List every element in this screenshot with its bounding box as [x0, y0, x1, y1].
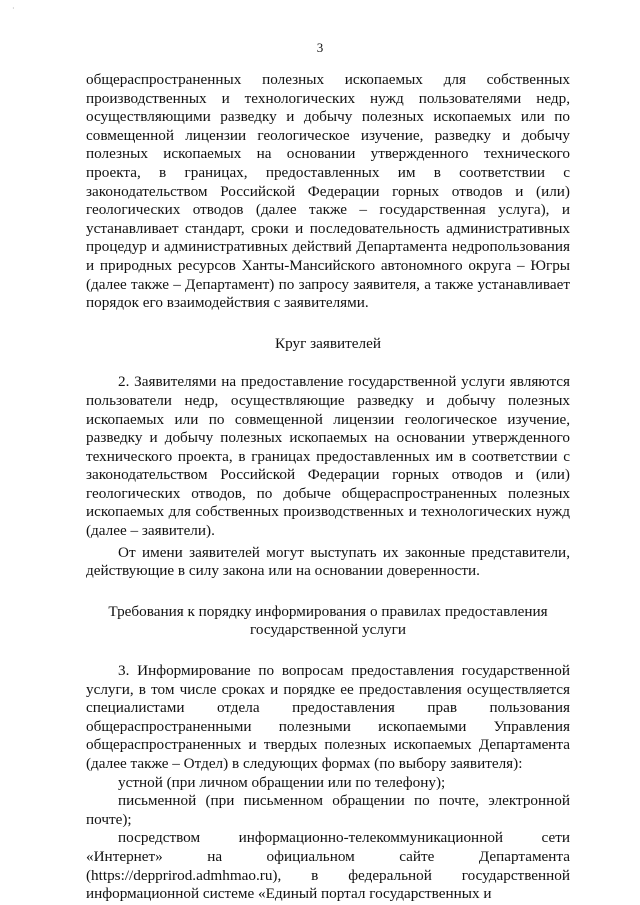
paragraph-3-oral: устной (при личном обращении или по телефону);	[118, 773, 446, 791]
heading-requirements	[86, 603, 570, 640]
page-number: 3	[316, 40, 324, 55]
paragraph-3-written: письменной (при письменном обращении по почте, электронной почте);	[86, 792, 570, 828]
paragraph-intro: общераспространенных полезных ископаемых для собственных производственных и технологических нужд пользователями недр, осуществляющими разведку и добычу полезных ископаемых или по совмещенной лицензии геологическое изучение, разведку и добычу полезных ископаемых на основании утвержденного технического проекта, в границах, предоставленных им в соответствии с законодательством Российской Федерации горных отводов и (или) геологических отводов (далее также – государственная услуга), и устанавливает стандарт, сроки и последовательность административных процедур и административных действий Департамента недропользования и природных ресурсов Ханты-Мансийского автономного округа – Югры (далее также – Департамент) по запросу заявителя, а также устанавливает порядок его взаимодействия с заявителями.	[86, 71, 570, 312]
document-body	[86, 71, 570, 904]
paragraph-2: 2. Заявителями на предоставление государственной услуги являются пользователи недр, осуществляющие разведку и добычу полезных ископаемых или по совмещенной лицензии геологическое изучение, разведку и добычу полезных ископаемых на основании утвержденного технического проекта, в границах предоставленных им в соответствии с законодательством Российской Федерации горных отводов и (или) геологических отводов, по добыче общераспространенных полезных ископаемых для собственных производственных и технологических нужд (далее – заявители).	[86, 373, 570, 540]
paragraph-3-internet: посредством информационно-телекоммуникационной сети «Интернет» на официальном сайте Департамента (https://depprirod.admhmao.ru), в федеральной государственной информационной системе «Единый портал государственных и	[86, 829, 570, 903]
corner-mark: ·	[12, 4, 15, 13]
heading-requirements-line1: Требования к порядку информирования о правилах предоставления	[108, 602, 548, 620]
heading-applicants: Круг заявителей	[275, 334, 381, 352]
paragraph-3: 3. Информирование по вопросам предоставления государственной услуги, в том числе сроках и порядке ее предоставления осуществляется специалистами отдела предоставления прав пользования общераспространенными полезными ископаемыми Управления общераспространенных и твердых полезных ископаемых Департамента (далее также – Отдел) в следующих формах (по выбору заявителя):	[86, 662, 570, 772]
paragraph-2-representatives: От имени заявителей могут выступать их законные представители, действующие в силу закона или на основании доверенности.	[86, 543, 570, 580]
heading-requirements-line2: государственной услуги	[250, 621, 406, 639]
